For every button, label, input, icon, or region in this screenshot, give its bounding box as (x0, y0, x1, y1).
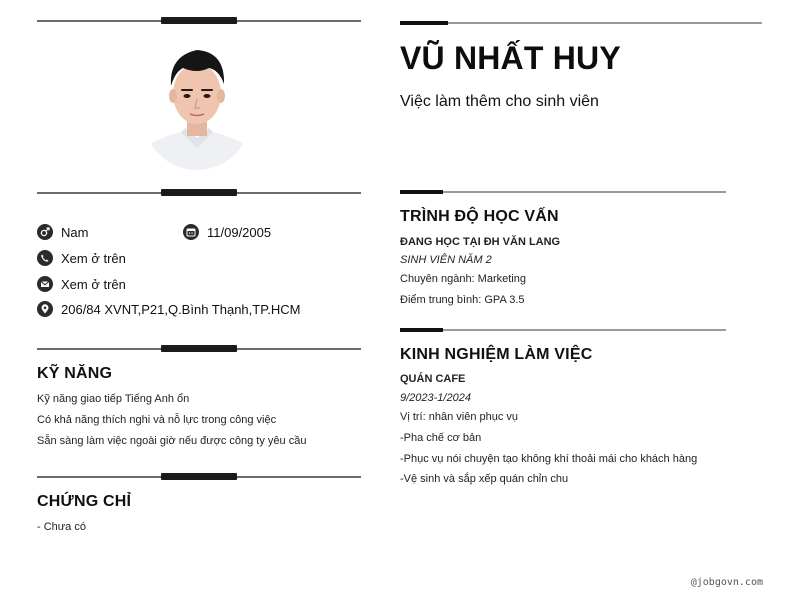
left-divider-info (37, 189, 361, 197)
education-major: Chuyên ngành: Marketing (400, 273, 526, 285)
watermark: @jobgovn.com (690, 577, 763, 588)
phone-row (37, 250, 126, 266)
education-year: SINH VIÊN NĂM 2 (400, 254, 492, 266)
gender-icon (37, 224, 53, 240)
experience-detail: -Phục vụ nói chuyện tạo không khí thoải mái cho khách hàng (400, 453, 698, 465)
education-gpa: Điểm trung bình: GPA 3.5 (400, 294, 525, 306)
gender-text: Nam (61, 224, 89, 240)
phone-text: Xem ở trên (61, 250, 126, 266)
calendar-icon (183, 224, 199, 240)
skill-item: Kỹ năng giao tiếp Tiếng Anh ổn (37, 393, 190, 405)
location-icon (37, 301, 53, 317)
birthdate-row (183, 224, 271, 240)
experience-company: QUÁN CAFE (400, 373, 466, 385)
candidate-subtitle: Việc làm thêm cho sinh viên (400, 93, 599, 110)
certificate-item: - Chưa có (37, 521, 86, 533)
email-icon (37, 276, 53, 292)
skill-item: Có khả năng thích nghi và nỗ lực trong công việc (37, 414, 277, 426)
left-divider-certificates (37, 473, 361, 481)
email-row (37, 276, 126, 292)
skills-title: KỸ NĂNG (37, 365, 113, 382)
candidate-name: VŨ NHẤT HUY (400, 40, 621, 76)
address-text: 206/84 XVNT,P21,Q.Bình Thạnh,TP.HCM (61, 301, 301, 317)
gender-row (37, 224, 88, 240)
experience-detail: Vị trí: nhân viên phục vụ (400, 411, 519, 423)
right-divider-education (400, 190, 726, 195)
experience-detail: -Pha chế cơ bản (400, 432, 482, 444)
experience-detail: -Vệ sinh và sắp xếp quán chỉn chu (400, 473, 569, 485)
experience-title: KINH NGHIỆM LÀM VIỆC (400, 346, 593, 363)
right-divider-top (400, 21, 762, 26)
certificates-title: CHỨNG CHỈ (37, 493, 132, 510)
address-row (37, 301, 300, 317)
birthdate-text: 11/09/2005 (207, 224, 272, 240)
education-title: TRÌNH ĐỘ HỌC VẤN (400, 208, 559, 225)
skill-item: Sẵn sàng làm việc ngoài giờ nếu được công ty yêu cầu (37, 435, 307, 447)
phone-icon (37, 250, 53, 266)
avatar (143, 44, 251, 170)
email-text: Xem ở trên (61, 276, 126, 292)
left-divider-skills (37, 345, 361, 353)
right-divider-experience (400, 328, 726, 333)
left-divider-top (37, 17, 361, 25)
education-school: ĐANG HỌC TẠI ĐH VĂN LANG (400, 236, 561, 248)
experience-period: 9/2023-1/2024 (400, 392, 471, 404)
